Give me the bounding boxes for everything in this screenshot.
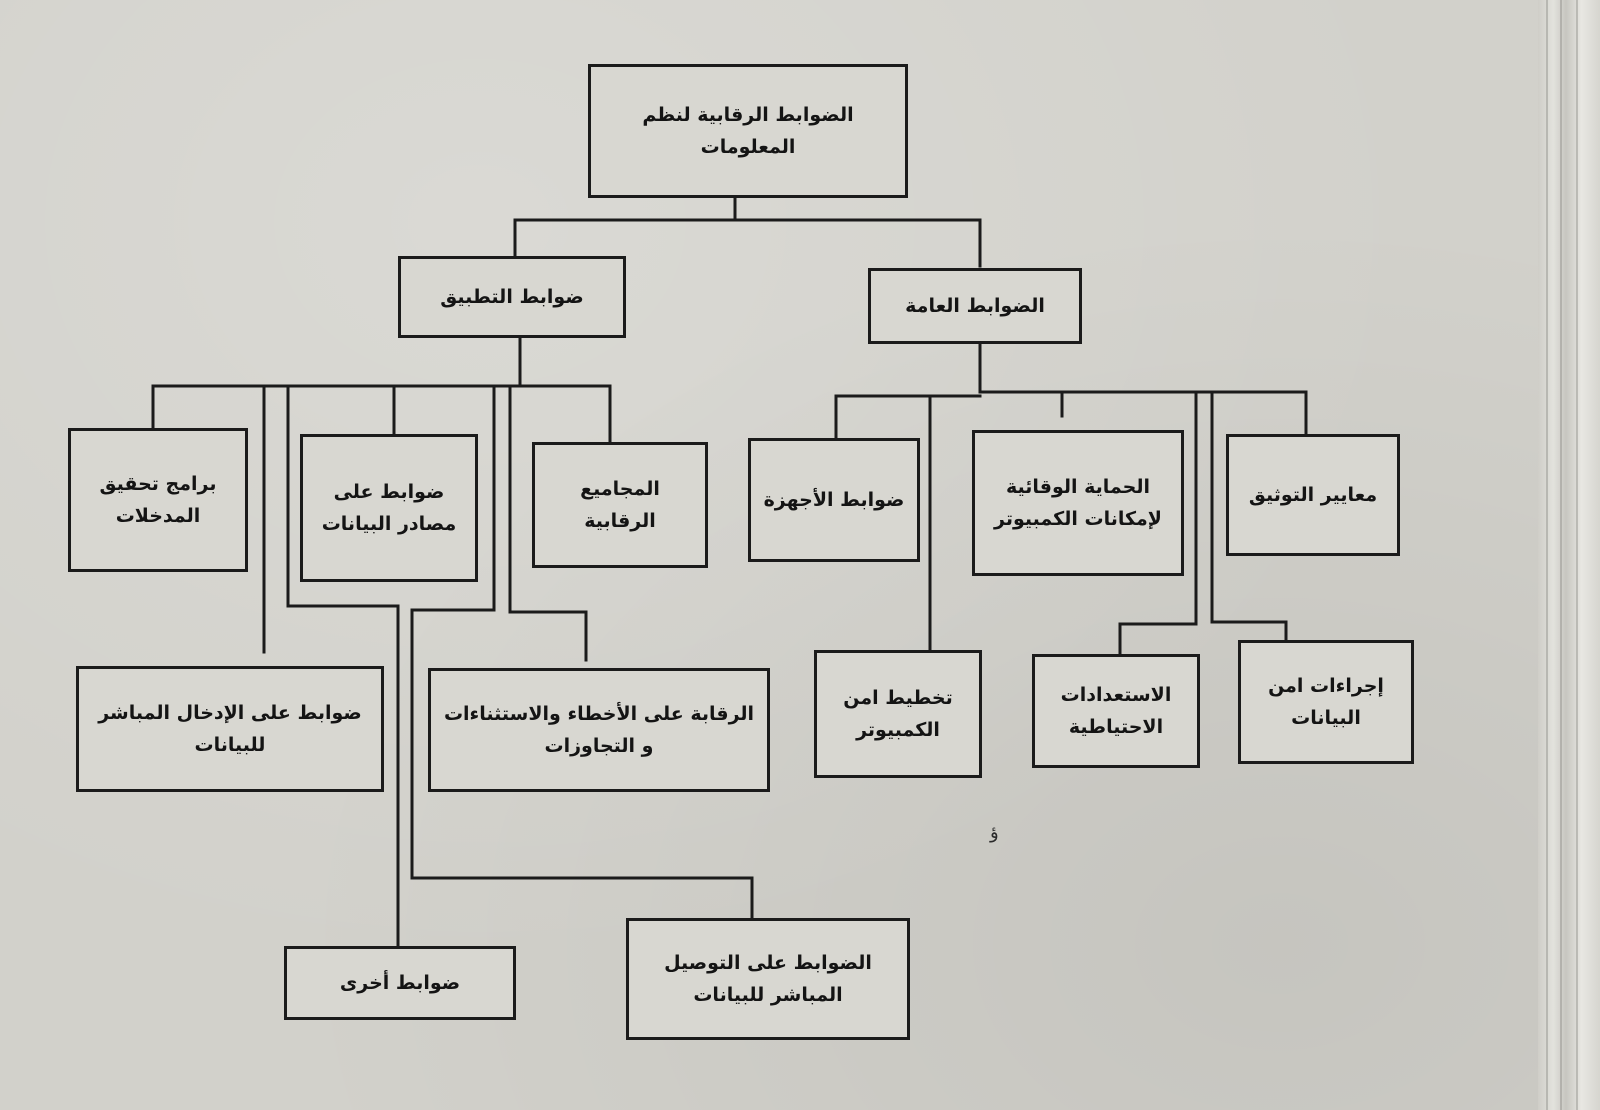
computer-security-planning-node xyxy=(814,650,982,778)
input-verification-node xyxy=(68,428,248,572)
data-security-procedures-node xyxy=(1238,640,1414,764)
application-controls-label: ضوابط التطبيق xyxy=(440,285,584,308)
root-label: الضوابط الرقابية لنظم المعلومات xyxy=(642,103,854,158)
hardware-controls-node xyxy=(748,438,920,562)
control-totals-node xyxy=(532,442,708,568)
computer-security-planning-label: تخطيط امن الكمبيوتر xyxy=(843,686,953,741)
connector-general-bar xyxy=(836,342,1306,440)
book-spine xyxy=(1538,0,1600,1110)
general-controls-node xyxy=(868,268,1082,344)
documentation-standards-label: معايير التوثيق xyxy=(1248,483,1378,506)
other-controls-node xyxy=(284,946,516,1020)
backup-preparations-node xyxy=(1032,654,1200,768)
direct-access-controls-node xyxy=(626,918,910,1040)
stray-mark: ؤ xyxy=(990,822,999,843)
spine-line xyxy=(1576,0,1578,1110)
other-controls-label: ضوابط أخرى xyxy=(339,971,461,994)
direct-input-controls-node xyxy=(76,666,384,792)
computer-facility-protection-node xyxy=(972,430,1184,576)
control-totals-label: المجاميع الرقابية xyxy=(580,477,660,532)
data-source-controls-node xyxy=(300,434,478,582)
root-node xyxy=(588,64,908,198)
spine-line xyxy=(1560,0,1562,1110)
spine-line xyxy=(1546,0,1548,1110)
computer-facility-protection-label: الحماية الوقائية لإمكانات الكمبيوتر xyxy=(994,475,1162,530)
error-control-label: الرقابة على الأخطاء والاستثناءات و التجاوزات xyxy=(443,702,755,757)
direct-input-controls-label: ضوابط على الإدخال المباشر للبيانات xyxy=(98,701,362,756)
general-controls-label: الضوابط العامة xyxy=(905,294,1045,317)
backup-preparations-label: الاستعدادات الاحتياطية xyxy=(1060,683,1172,738)
data-source-controls-label: ضوابط على مصادر البيانات xyxy=(321,480,457,535)
input-verification-label: برامج تحقيق المدخلات xyxy=(99,472,217,527)
direct-access-controls-label: الضوابط على التوصيل المباشر للبيانات xyxy=(664,951,872,1006)
hardware-controls-label: ضوابط الأجهزة xyxy=(763,488,905,511)
documentation-standards-node xyxy=(1226,434,1400,556)
data-security-procedures-label: إجراءات امن البيانات xyxy=(1268,674,1384,729)
application-controls-node xyxy=(398,256,626,338)
error-control-node xyxy=(428,668,770,792)
